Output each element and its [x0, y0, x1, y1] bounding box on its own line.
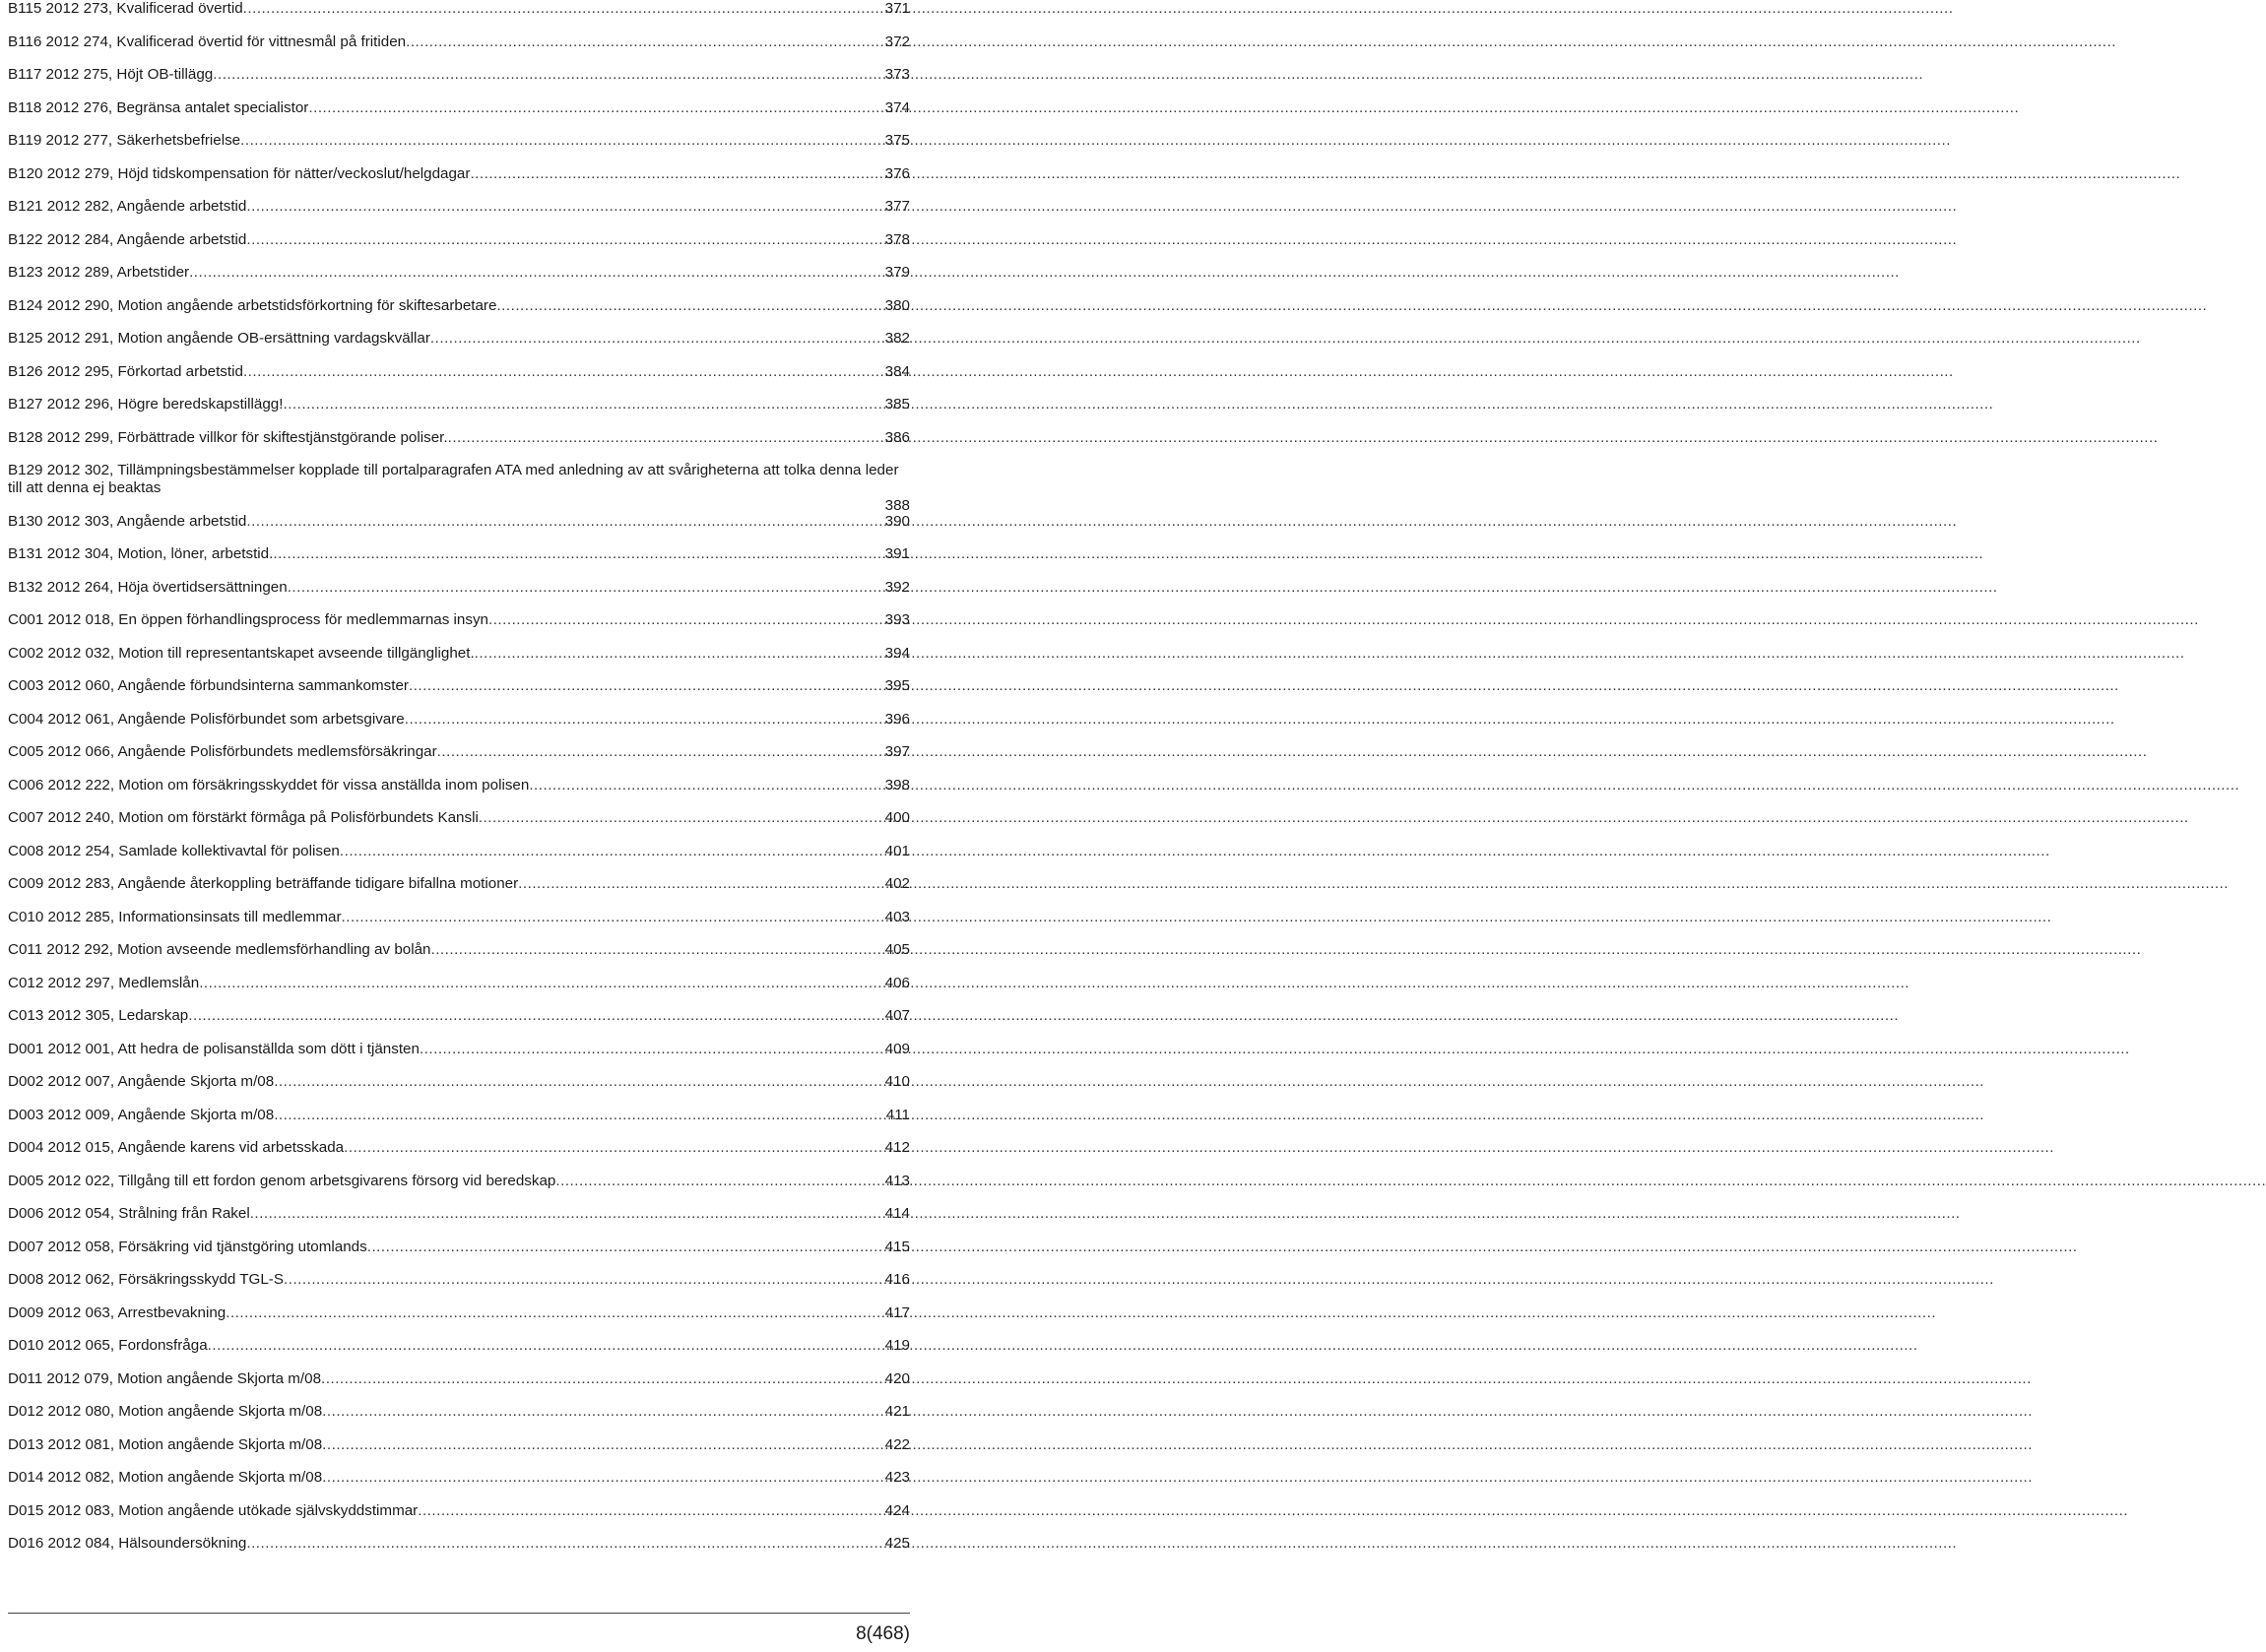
dot-leader — [246, 231, 883, 249]
dot-leader — [199, 975, 883, 992]
toc-entry[interactable] — [8, 941, 910, 959]
toc-entry[interactable] — [8, 843, 910, 860]
toc-entry-page-number: 410 — [884, 1073, 910, 1090]
toc-entry[interactable] — [8, 975, 910, 992]
toc-entry-page-number: 425 — [884, 1535, 910, 1552]
toc-entry-page-number: 373 — [884, 66, 910, 83]
toc-entry[interactable] — [8, 513, 910, 531]
toc-entry-page-number: 414 — [884, 1205, 910, 1222]
toc-entry-page-number: 390 — [884, 512, 910, 530]
toc-entry[interactable] — [8, 743, 910, 761]
toc-entry[interactable] — [8, 264, 910, 282]
toc-entry-title: D003 2012 009, Angående Skjorta m/08 — [8, 1106, 275, 1123]
toc-entry-title: B122 2012 284, Angående arbetstid — [8, 230, 247, 248]
toc-entry-title: B116 2012 274, Kvalificerad övertid för vittnesmål på fritiden — [8, 32, 407, 50]
toc-entry-title: D012 2012 080, Motion angående Skjorta m/08 — [8, 1403, 323, 1420]
toc-entry[interactable] — [8, 645, 910, 663]
toc-entry-title: B124 2012 290, Motion angående arbetstidsförkortning för skiftesarbetare — [8, 296, 497, 314]
dot-leader — [488, 611, 884, 629]
toc-entry[interactable] — [8, 909, 910, 926]
toc-entry[interactable] — [8, 1337, 910, 1355]
toc-entry[interactable] — [8, 777, 910, 794]
dot-leader — [240, 132, 884, 150]
toc-entry-title: B119 2012 277, Säkerhetsbefrielse — [8, 132, 241, 149]
toc-entry-page-number: 386 — [884, 428, 910, 446]
toc-entry[interactable] — [8, 1271, 910, 1289]
toc-entry[interactable] — [8, 0, 910, 18]
toc-entry-title: D014 2012 082, Motion angående Skjorta m/08 — [8, 1469, 323, 1486]
toc-entry-title: B117 2012 275, Höjt OB-tillägg — [8, 66, 214, 83]
toc-entry-page-number: 424 — [884, 1501, 910, 1519]
dot-leader — [288, 579, 884, 597]
dot-leader — [448, 429, 884, 447]
toc-entry-title: D004 2012 015, Angående karens vid arbetsskada — [8, 1139, 345, 1156]
toc-entry-title: B115 2012 273, Kvalificerad övertid — [8, 0, 243, 17]
toc-entry[interactable] — [8, 462, 910, 514]
toc-entry-page-number: 377 — [884, 198, 910, 215]
toc-entry-page-number: 398 — [884, 776, 910, 794]
toc-entry-page-number: 419 — [884, 1337, 910, 1354]
toc-entry[interactable] — [8, 231, 910, 249]
toc-entry-title: D002 2012 007, Angående Skjorta m/08 — [8, 1073, 275, 1090]
toc-entry-title: B118 2012 276, Begränsa antalet specialistor — [8, 98, 309, 116]
toc-entry-page-number: 378 — [884, 230, 910, 248]
dot-leader — [475, 645, 884, 663]
dot-leader — [246, 513, 883, 531]
toc-entry-page-number: 375 — [884, 132, 910, 149]
toc-entry-title: C008 2012 254, Samlade kollektivavtal för polisen — [8, 842, 340, 859]
toc-entry-title: D001 2012 001, Att hedra de polisanställda som dött i tjänsten — [8, 1040, 420, 1057]
toc-entry[interactable] — [8, 1139, 910, 1157]
dot-leader — [274, 1107, 885, 1124]
dot-leader — [321, 1370, 884, 1388]
toc-entry[interactable] — [8, 429, 910, 447]
toc-entry-page-number: 421 — [884, 1403, 910, 1420]
dot-leader — [322, 1403, 883, 1421]
toc-entry-page-number: 422 — [884, 1435, 910, 1453]
toc-entry-title: C013 2012 305, Ledarskap — [8, 1007, 189, 1024]
toc-entry-title: D016 2012 084, Hälsoundersökning — [8, 1535, 247, 1552]
toc-entry-title: D013 2012 081, Motion angående Skjorta m/08 — [8, 1435, 323, 1453]
toc-entry-page-number: 396 — [884, 710, 910, 728]
toc-entry-page-number: 402 — [884, 875, 910, 892]
toc-entry-title: D010 2012 065, Fordonsfråga — [8, 1337, 208, 1354]
toc-entry-title: B123 2012 289, Arbetstider — [8, 264, 190, 281]
toc-entry-page-number: 412 — [884, 1139, 910, 1156]
table-of-contents — [8, 0, 910, 1568]
dot-leader — [189, 264, 884, 282]
toc-entry[interactable] — [8, 1107, 910, 1124]
toc-entry-page-number: 372 — [884, 32, 910, 50]
page-number: 8(468) — [856, 1623, 910, 1644]
toc-entry-page-number: 397 — [884, 743, 910, 760]
toc-entry-page-number: 423 — [884, 1469, 910, 1486]
toc-entry-page-number: 401 — [884, 842, 910, 859]
toc-entry-title: D007 2012 058, Försäkring vid tjänstgöring utomlands — [8, 1238, 367, 1255]
toc-entry[interactable] — [8, 1502, 910, 1520]
dot-leader — [420, 1041, 884, 1058]
toc-entry-page-number: 385 — [884, 396, 910, 413]
toc-entry[interactable] — [8, 198, 910, 216]
dot-leader — [284, 1271, 884, 1289]
dot-leader — [437, 743, 884, 761]
toc-entry-page-number: 379 — [884, 264, 910, 281]
toc-entry[interactable] — [8, 1535, 910, 1553]
dot-leader — [344, 1139, 884, 1157]
dot-leader — [342, 909, 884, 926]
toc-entry-page-number: 376 — [884, 164, 910, 182]
toc-entry[interactable] — [8, 297, 910, 315]
toc-entry[interactable] — [8, 611, 910, 629]
toc-entry-page-number: 406 — [884, 974, 910, 991]
toc-entry-page-number: 394 — [884, 644, 910, 662]
toc-entry-title: B131 2012 304, Motion, löner, arbetstid. — [8, 545, 274, 562]
toc-entry[interactable] — [8, 1073, 910, 1091]
dot-leader — [430, 941, 883, 959]
toc-entry-page-number: 407 — [884, 1007, 910, 1024]
dot-leader — [283, 396, 883, 413]
toc-entry-page-number: 371 — [884, 0, 910, 17]
toc-entry-page-number: 395 — [884, 677, 910, 694]
toc-entry-page-number: 388 — [884, 497, 910, 514]
dot-leader — [250, 1205, 884, 1223]
dot-leader — [340, 843, 884, 860]
toc-entry[interactable] — [8, 1469, 910, 1487]
dot-leader — [226, 1304, 883, 1322]
dot-leader — [555, 1173, 883, 1190]
toc-entry-title: C003 2012 060, Angående förbundsinterna sammankomster — [8, 677, 409, 694]
toc-entry-title: C009 2012 283, Angående återkoppling beträffande tidigare bifallna motioner — [8, 875, 519, 892]
toc-entry-page-number: 420 — [884, 1369, 910, 1387]
dot-leader — [322, 1469, 883, 1487]
toc-entry-page-number: 392 — [884, 578, 910, 596]
toc-entry-page-number: 417 — [884, 1303, 910, 1321]
toc-entry[interactable] — [8, 363, 910, 381]
toc-entry-title: B121 2012 282, Angående arbetstid — [8, 198, 247, 215]
toc-entry-page-number: 400 — [884, 809, 910, 826]
toc-entry-page-number: 403 — [884, 908, 910, 925]
toc-entry[interactable] — [8, 330, 910, 348]
toc-entry-title: C012 2012 297, Medlemslån — [8, 974, 200, 991]
toc-entry-title: B130 2012 303, Angående arbetstid — [8, 512, 247, 530]
toc-entry[interactable] — [8, 165, 910, 183]
toc-entry-title: B126 2012 295, Förkortad arbetstid — [8, 362, 243, 380]
dot-leader — [496, 297, 883, 315]
toc-entry-title: C005 2012 066, Angående Polisförbundets medlemsförsäkringar — [8, 743, 437, 760]
toc-entry-title: B132 2012 264, Höja övertidsersättningen — [8, 578, 288, 596]
footer-divider — [8, 1613, 910, 1614]
dot-leader — [308, 99, 883, 117]
toc-entry[interactable] — [8, 1041, 910, 1058]
toc-entry-title: B125 2012 291, Motion angående OB-ersättning vardagskvällar — [8, 330, 430, 347]
dot-leader — [418, 1502, 883, 1520]
dot-leader — [274, 1073, 883, 1091]
toc-entry-page-number: 393 — [884, 611, 910, 628]
dot-leader — [246, 1535, 883, 1553]
dot-leader — [243, 363, 884, 381]
toc-entry-page-number: 413 — [884, 1172, 910, 1189]
dot-leader — [367, 1239, 884, 1256]
toc-entry-page-number: 391 — [884, 545, 910, 562]
toc-entry[interactable] — [8, 677, 910, 695]
toc-entry[interactable] — [8, 132, 910, 150]
dot-leader — [213, 66, 883, 84]
toc-entry-title: D015 2012 083, Motion angående utökade självskyddstimmar — [8, 1501, 419, 1519]
toc-entry[interactable] — [8, 66, 910, 84]
toc-entry-title: B120 2012 279, Höjd tidskompensation för nätter/veckoslut/helgdagar — [8, 164, 471, 182]
dot-leader — [273, 545, 883, 563]
dot-leader — [243, 0, 884, 18]
toc-entry[interactable] — [8, 711, 910, 729]
toc-entry-title: D009 2012 063, Arrestbevakning — [8, 1303, 227, 1321]
toc-entry[interactable] — [8, 545, 910, 563]
dot-leader — [406, 33, 884, 51]
dot-leader — [188, 1007, 883, 1025]
toc-entry-title: C007 2012 240, Motion om förstärkt förmåga på Polisförbundets Kansli — [8, 809, 479, 826]
toc-entry[interactable] — [8, 1370, 910, 1388]
toc-entry[interactable] — [8, 1007, 910, 1025]
toc-entry-title: C001 2012 018, En öppen förhandlingsprocess för medlemmarnas insyn — [8, 611, 488, 628]
toc-entry-page-number: 416 — [884, 1271, 910, 1288]
toc-entry[interactable] — [8, 1304, 910, 1322]
toc-entry-page-number: 411 — [885, 1106, 910, 1123]
toc-entry-title: C010 2012 285, Informationsinsats till medlemmar — [8, 908, 342, 925]
toc-entry-title: D008 2012 062, Försäkringsskydd TGL-S — [8, 1271, 284, 1288]
toc-entry-page-number: 409 — [884, 1040, 910, 1057]
toc-entry-title: B128 2012 299, Förbättrade villkor för skiftestjänstgörande poliser. — [8, 428, 448, 446]
dot-leader — [409, 677, 884, 695]
dot-leader — [529, 777, 883, 794]
toc-entry-title: C002 2012 032, Motion till representantskapet avseende tillgänglighet. — [8, 644, 475, 662]
toc-entry[interactable] — [8, 809, 910, 827]
toc-entry-title: D006 2012 054, Strålning från Rakel — [8, 1205, 250, 1222]
toc-entry[interactable] — [8, 99, 910, 117]
toc-entry[interactable] — [8, 1205, 910, 1223]
toc-entry[interactable] — [8, 1239, 910, 1256]
toc-entry[interactable] — [8, 396, 910, 413]
toc-entry-title: B129 2012 302, Tillämpningsbestämmelser kopplade till portalparagrafen ATA med anledning av att svårigheterna att tolka denna leder till att denna ej beaktas — [8, 462, 899, 496]
toc-entry[interactable] — [8, 1436, 910, 1454]
dot-leader — [430, 330, 884, 348]
dot-leader — [405, 711, 884, 729]
toc-entry-page-number: 380 — [884, 296, 910, 314]
toc-entry[interactable] — [8, 1173, 910, 1190]
toc-entry-page-number: 415 — [884, 1238, 910, 1255]
toc-entry[interactable] — [8, 579, 910, 597]
toc-entry-title: C004 2012 061, Angående Polisförbundet som arbetsgivare — [8, 710, 405, 728]
dot-leader — [208, 1337, 884, 1355]
toc-entry[interactable] — [8, 33, 910, 51]
dot-leader — [518, 875, 883, 893]
toc-entry-title: C006 2012 222, Motion om försäkringsskyddet för vissa anställda inom polisen — [8, 776, 530, 794]
toc-entry-page-number: 405 — [884, 941, 910, 958]
dot-leader — [322, 1436, 883, 1454]
toc-entry-page-number: 382 — [884, 330, 910, 347]
toc-entry-title: C011 2012 292, Motion avseende medlemsförhandling av bolån — [8, 941, 431, 958]
dot-leader — [246, 198, 883, 216]
toc-entry-page-number: 384 — [884, 362, 910, 380]
dot-leader — [470, 165, 883, 183]
toc-entry-page-number: 374 — [884, 98, 910, 116]
toc-entry[interactable] — [8, 1403, 910, 1421]
toc-entry-title: D005 2012 022, Tillgång till ett fordon genom arbetsgivarens försorg vid beredskap — [8, 1172, 556, 1189]
toc-entry-title: D011 2012 079, Motion angående Skjorta m/08 — [8, 1369, 322, 1387]
toc-entry[interactable] — [8, 875, 910, 893]
toc-entry-title: B127 2012 296, Högre beredskapstillägg! — [8, 396, 284, 413]
dot-leader — [479, 809, 884, 827]
